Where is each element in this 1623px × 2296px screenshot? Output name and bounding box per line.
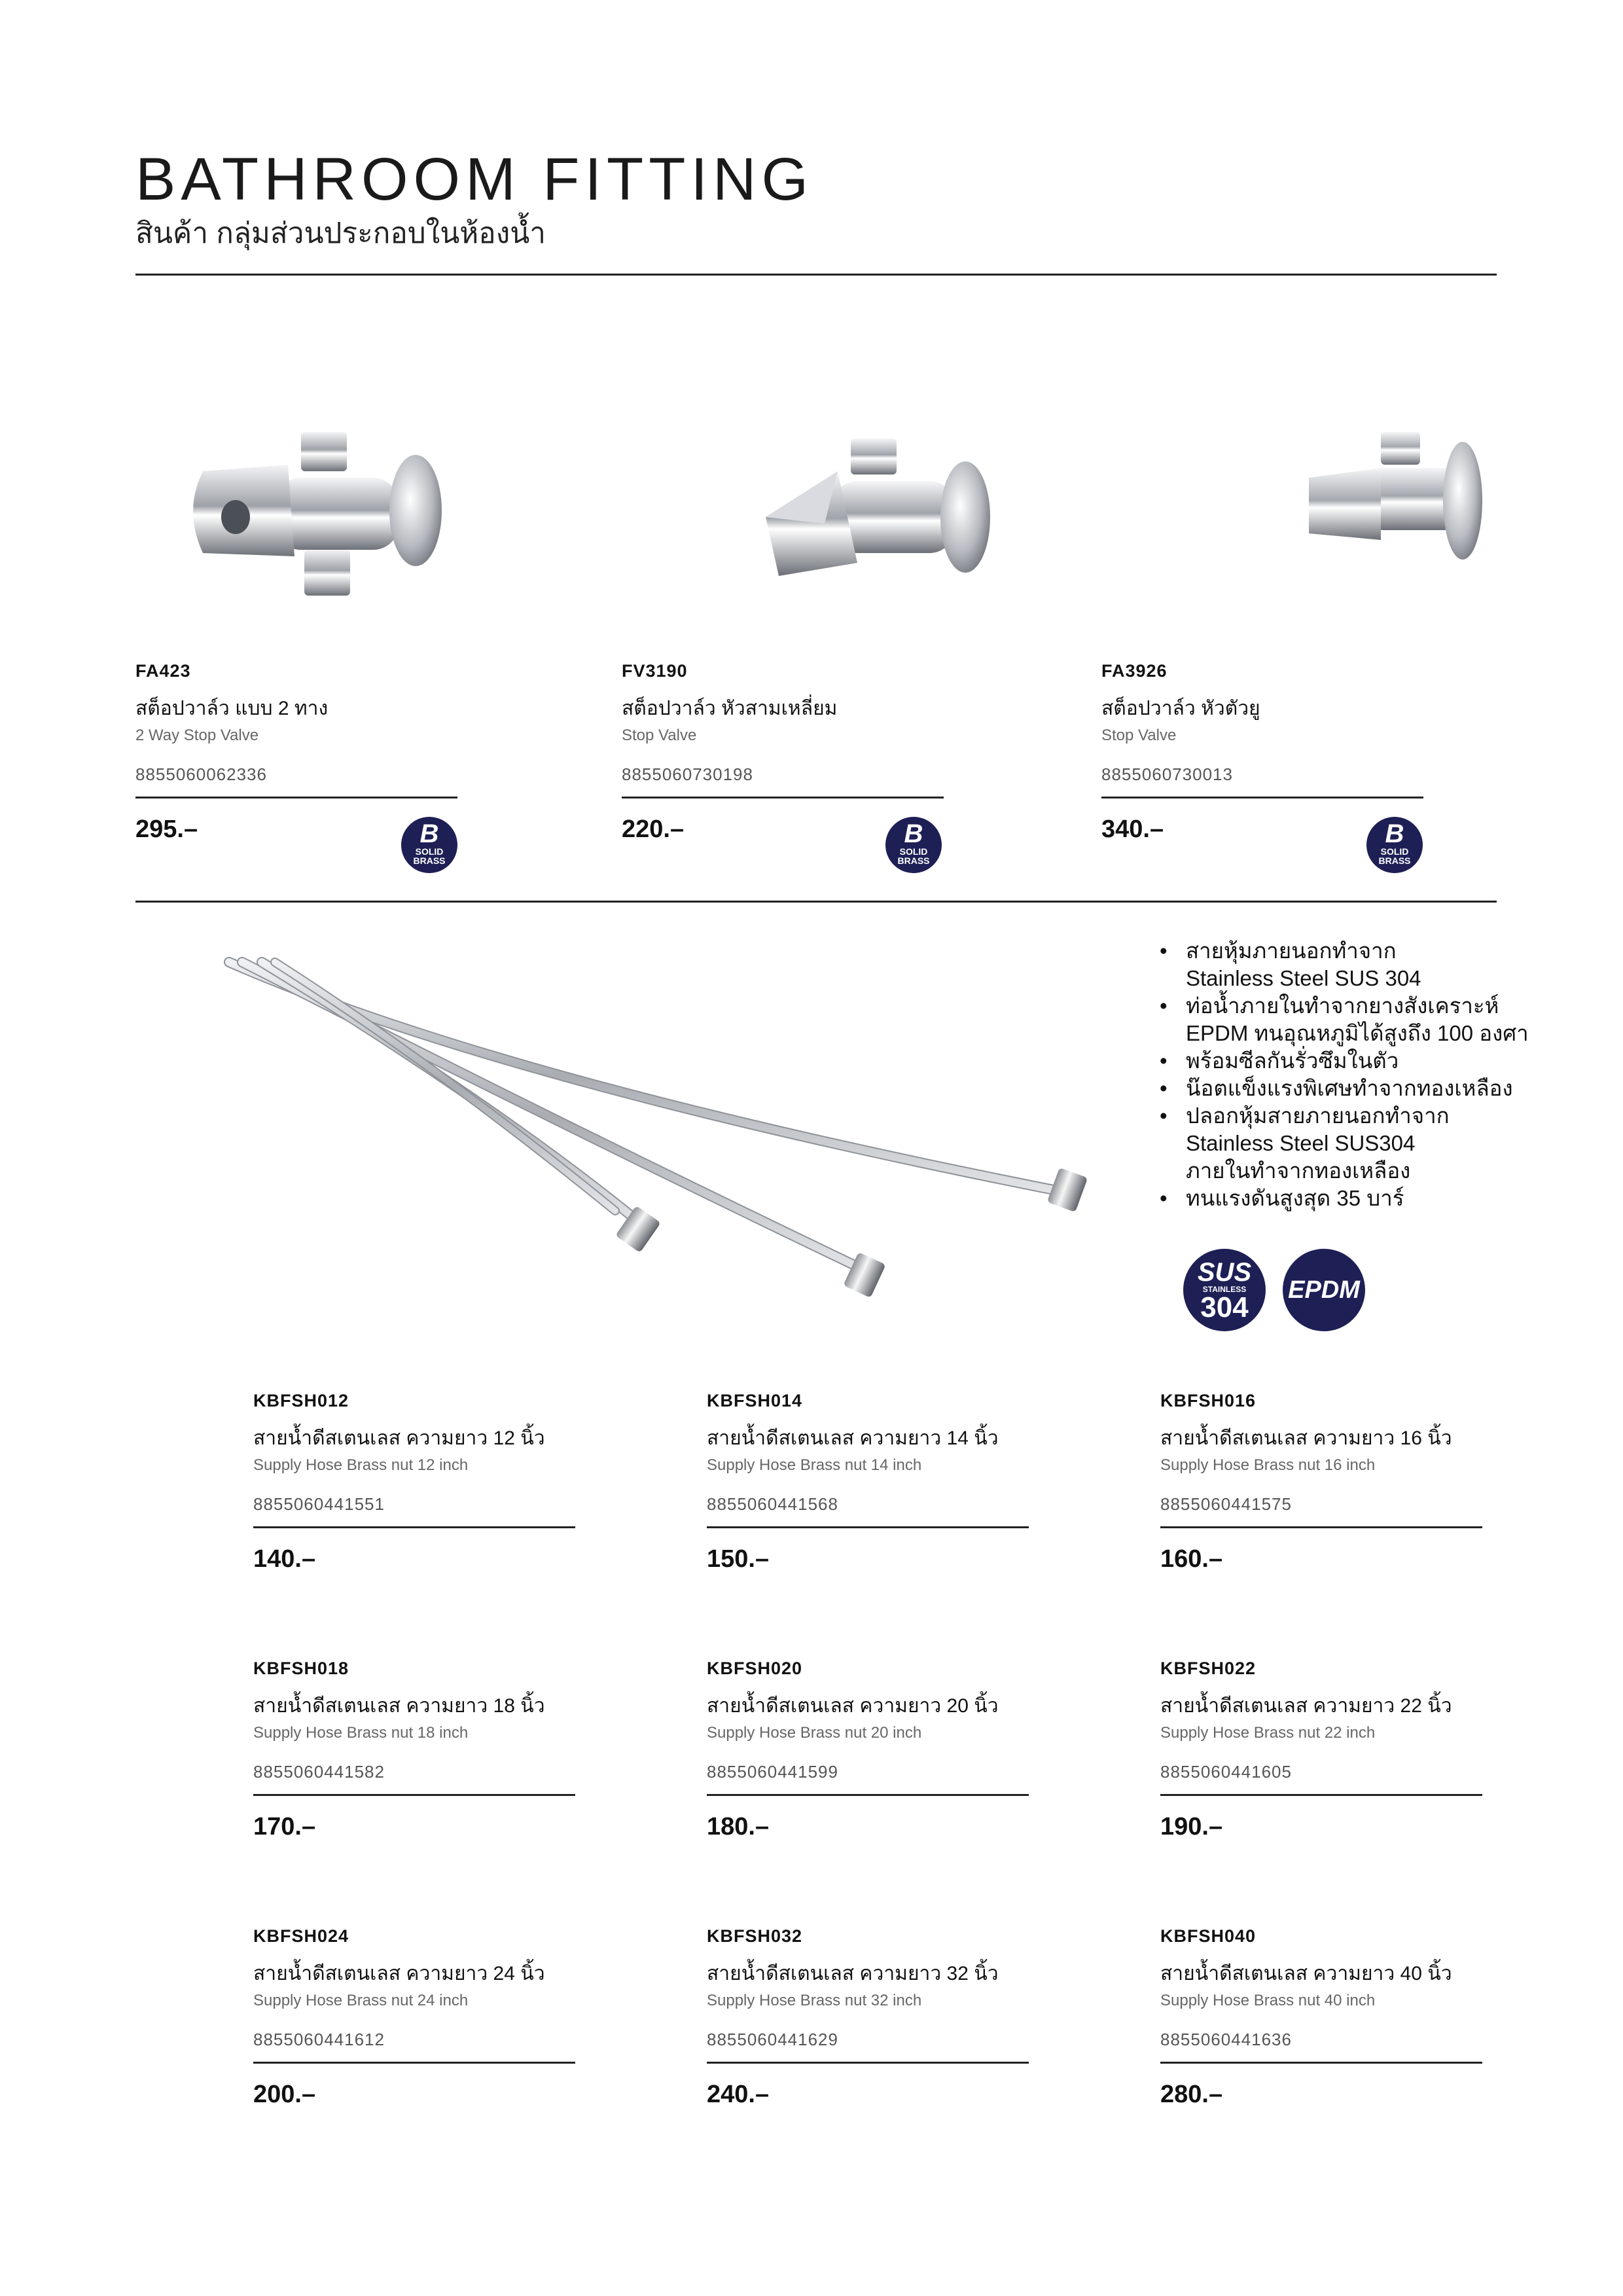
- product-kbfsh020[interactable]: [707, 1659, 1047, 1841]
- hose-feature-list: [1158, 937, 1551, 1212]
- product-price: 170.–: [253, 1813, 316, 1840]
- product-divider: [253, 1526, 575, 1528]
- product-code: KBFSH024: [253, 1926, 349, 1946]
- product-barcode: 8855060441605: [1160, 1762, 1292, 1782]
- product-name-th: สายน้ำดีสเตนเลส ความยาว 32 นิ้ว: [707, 1963, 999, 1984]
- product-price: 180.–: [707, 1813, 770, 1840]
- product-name-en: Supply Hose Brass nut 20 inch: [707, 1724, 922, 1742]
- product-name-th: สายน้ำดีสเตนเลส ความยาว 14 นิ้ว: [707, 1427, 999, 1449]
- product-divider: [1160, 2062, 1482, 2064]
- feature-item: • ทนแรงดันสูงสุด 35 บาร์: [1158, 1185, 1551, 1212]
- product-price: 200.–: [253, 2081, 316, 2108]
- product-name-th: สายน้ำดีสเตนเลส ความยาว 20 นิ้ว: [707, 1695, 999, 1717]
- product-kbfsh040[interactable]: [1160, 1926, 1501, 2109]
- product-divider: [135, 797, 457, 798]
- product-barcode: 8855060730013: [1101, 764, 1233, 784]
- product-divider: [1101, 797, 1423, 798]
- product-code: KBFSH016: [1160, 1391, 1257, 1410]
- product-barcode: 8855060441629: [707, 2030, 838, 2049]
- product-name-en: Supply Hose Brass nut 12 inch: [253, 1456, 469, 1474]
- product-fa3926[interactable]: [1101, 661, 1442, 844]
- product-barcode: 8855060730198: [622, 764, 753, 784]
- solid-brass-badge-icon: B SOLID BRASS: [885, 817, 942, 873]
- product-barcode: 8855060441575: [1160, 1494, 1292, 1514]
- product-price: 160.–: [1160, 1545, 1223, 1573]
- product-price: 240.–: [707, 2081, 770, 2108]
- feature-item: • ปลอกหุ้มสายภายนอกทำจาก Stainless Steel SUS304 ภายในทำจากทองเหลือง: [1158, 1102, 1551, 1185]
- product-barcode: 8855060441636: [1160, 2030, 1292, 2049]
- product-name-en: Supply Hose Brass nut 24 inch: [253, 1992, 469, 2009]
- product-price: 340.–: [1101, 816, 1164, 843]
- product-code: KBFSH012: [253, 1391, 349, 1410]
- product-divider: [1160, 1526, 1482, 1528]
- product-name-en: 2 Way Stop Valve: [135, 726, 259, 744]
- product-divider: [253, 1794, 575, 1796]
- product-name-th: สายน้ำดีสเตนเลส ความยาว 12 นิ้ว: [253, 1427, 545, 1449]
- product-price: 140.–: [253, 1545, 316, 1573]
- product-name-th: สายน้ำดีสเตนเลส ความยาว 22 นิ้ว: [1160, 1695, 1452, 1717]
- product-name-th: สต็อปวาล์ว หัวสามเหลี่ยม: [622, 698, 838, 719]
- sus304-badge-icon: SUS STAINLESS 304: [1183, 1249, 1266, 1331]
- product-name-en: Supply Hose Brass nut 32 inch: [707, 1992, 922, 2009]
- valve-image-fv3190: [740, 432, 1001, 615]
- feature-item: • สายหุ้มภายนอกทำจาก Stainless Steel SUS 304: [1158, 937, 1551, 992]
- product-price: 295.–: [135, 816, 198, 843]
- header-divider: [135, 274, 1497, 276]
- product-code: KBFSH018: [253, 1659, 349, 1678]
- product-name-th: สายน้ำดีสเตนเลส ความยาว 18 นิ้ว: [253, 1695, 545, 1717]
- epdm-badge-icon: EPDM: [1283, 1249, 1365, 1331]
- solid-brass-badge-icon: B SOLID BRASS: [1366, 817, 1423, 873]
- solid-brass-badge-icon: B SOLID BRASS: [401, 817, 457, 873]
- valve-image-fa423: [183, 419, 458, 609]
- product-code: KBFSH040: [1160, 1926, 1257, 1946]
- product-kbfsh012[interactable]: [253, 1391, 594, 1573]
- product-divider: [253, 2062, 575, 2064]
- product-name-en: Supply Hose Brass nut 14 inch: [707, 1456, 922, 1474]
- product-name-th: สายน้ำดีสเตนเลส ความยาว 24 นิ้ว: [253, 1963, 545, 1984]
- product-barcode: 8855060441551: [253, 1494, 385, 1514]
- product-name-en: Stop Valve: [622, 726, 697, 744]
- feature-item: • น๊อตแข็งแรงพิเศษทำจากทองเหลือง: [1158, 1075, 1551, 1102]
- product-name-en: Supply Hose Brass nut 40 inch: [1160, 1992, 1376, 2009]
- product-name-en: Supply Hose Brass nut 22 inch: [1160, 1724, 1376, 1742]
- product-name-th: สต็อปวาล์ว แบบ 2 ทาง: [135, 698, 329, 719]
- valve-image-fa3926: [1296, 425, 1492, 583]
- product-kbfsh016[interactable]: [1160, 1391, 1501, 1573]
- product-code: FA423: [135, 661, 191, 681]
- feature-item: • ท่อน้ำภายในทำจากยางสังเคราะห์ EPDM ทนอุณหภูมิได้สูงถึง 100 องศา: [1158, 992, 1551, 1047]
- product-price: 150.–: [707, 1545, 770, 1573]
- product-name-th: สายน้ำดีสเตนเลส ความยาว 40 นิ้ว: [1160, 1963, 1452, 1984]
- product-divider: [707, 1794, 1029, 1796]
- product-price: 190.–: [1160, 1813, 1223, 1840]
- page-subtitle: สินค้า กลุ่มส่วนประกอบในห้องน้ำ: [135, 217, 546, 249]
- product-kbfsh014[interactable]: [707, 1391, 1047, 1573]
- product-name-en: Stop Valve: [1101, 726, 1177, 744]
- product-kbfsh018[interactable]: [253, 1659, 594, 1841]
- product-barcode: 8855060441568: [707, 1494, 838, 1514]
- product-fa423[interactable]: [135, 661, 476, 844]
- product-code: KBFSH014: [707, 1391, 803, 1410]
- page-title: BATHROOM FITTING: [135, 146, 814, 213]
- product-kbfsh032[interactable]: [707, 1926, 1047, 2109]
- product-price: 220.–: [622, 816, 685, 843]
- product-code: FV3190: [622, 661, 688, 681]
- product-name-en: Supply Hose Brass nut 16 inch: [1160, 1456, 1376, 1474]
- product-code: KBFSH032: [707, 1926, 803, 1946]
- product-barcode: 8855060441599: [707, 1762, 838, 1782]
- feature-item: • พร้อมซีลกันรั่วซึมในตัว: [1158, 1047, 1551, 1075]
- product-barcode: 8855060062336: [135, 764, 267, 784]
- product-name-th: สต็อปวาล์ว หัวตัวยู: [1101, 698, 1260, 719]
- product-divider: [707, 2062, 1029, 2064]
- product-code: KBFSH022: [1160, 1659, 1257, 1678]
- product-divider: [1160, 1794, 1482, 1796]
- product-kbfsh022[interactable]: [1160, 1659, 1501, 1841]
- product-code: KBFSH020: [707, 1659, 803, 1678]
- hose-image: [223, 949, 1126, 1316]
- section-divider: [135, 901, 1497, 903]
- product-kbfsh024[interactable]: [253, 1926, 594, 2109]
- product-divider: [622, 797, 944, 798]
- product-barcode: 8855060441582: [253, 1762, 385, 1782]
- product-barcode: 8855060441612: [253, 2030, 385, 2049]
- product-name-th: สายน้ำดีสเตนเลส ความยาว 16 นิ้ว: [1160, 1427, 1452, 1449]
- product-name-en: Supply Hose Brass nut 18 inch: [253, 1724, 469, 1742]
- product-code: FA3926: [1101, 661, 1168, 681]
- product-divider: [707, 1526, 1029, 1528]
- product-price: 280.–: [1160, 2081, 1223, 2108]
